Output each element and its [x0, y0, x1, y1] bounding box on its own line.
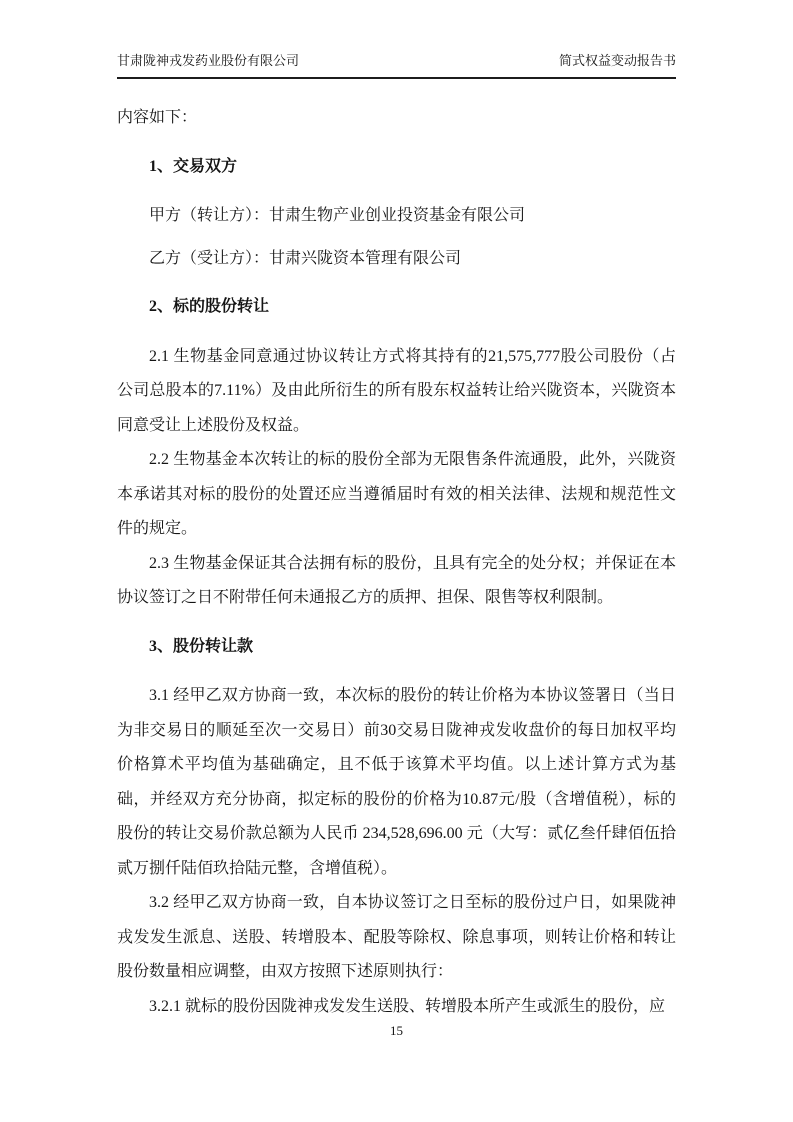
paragraph-2-2: 2.2 生物基金本次转让的标的股份全部为无限售条件流通股，此外，兴陇资本承诺其对标的股份的处置还应当遵循届时有效的相关法律、法规和规范性文件的规定。: [117, 451, 676, 537]
page-number: 15: [390, 1023, 403, 1038]
header-company-name: 甘肃陇神戎发药业股份有限公司: [117, 53, 300, 68]
section-heading-3: 3、股份转让款: [149, 637, 254, 655]
section-heading-2: 2、标的股份转让: [149, 298, 270, 315]
section-heading-1: 1、交易双方: [149, 157, 238, 175]
intro-line: 内容如下：: [117, 109, 198, 126]
paragraph-3-1: 3.1 经甲乙双方协商一致，本次标的股份的转让价格为本协议签署日（当日为非交易日的顺延至次一交易日）前30交易日陇神戎发收盘价的每日加权平均价格算术平均值为基础确定，且不低于该算术平均值。以上述计算方式为基础，并经双方充分协商，拟定标的股份的价格为10.87元/股（含增值税），标的股份的转让交易价款总额为人民币 234,528,696.00 元（大写：贰亿叁仟肆佰伍拾贰万捌仟陆佰玖拾陆元整，含增值税）。: [117, 687, 676, 877]
document-body: [117, 101, 676, 1024]
party-b-line: 乙方（受让方）：甘肃兴陇资本管理有限公司: [149, 249, 462, 267]
page-header: [117, 0, 676, 79]
paragraph-2-3: 2.3 生物基金保证其合法拥有标的股份，且具有完全的处分权；并保证在本协议签订之日不附带任何未通报乙方的质押、担保、限售等权利限制。: [117, 554, 676, 606]
paragraph-3-2: 3.2 经甲乙双方协商一致，自本协议签订之日至标的股份过户日，如果陇神戎发发生派息、送股、转增股本、配股等除权、除息事项，则转让价格和转让股份数量相应调整，由双方按照下述原则执行：: [117, 894, 676, 980]
paragraph-2-1: 2.1 生物基金同意通过协议转让方式将其持有的21,575,777股公司股份（占公司总股本的7.11%）及由此所衍生的所有股东权益转让给兴陇资本，兴陇资本同意受让上述股份及权益。: [117, 347, 676, 434]
paragraph-3-2-1: 3.2.1 就标的股份因陇神戎发发生送股、转增股本所产生或派生的股份，应: [149, 997, 666, 1015]
header-report-title: 简式权益变动报告书: [558, 53, 676, 68]
party-a-line: 甲方（转让方）：甘肃生物产业创业投资基金有限公司: [149, 207, 526, 224]
